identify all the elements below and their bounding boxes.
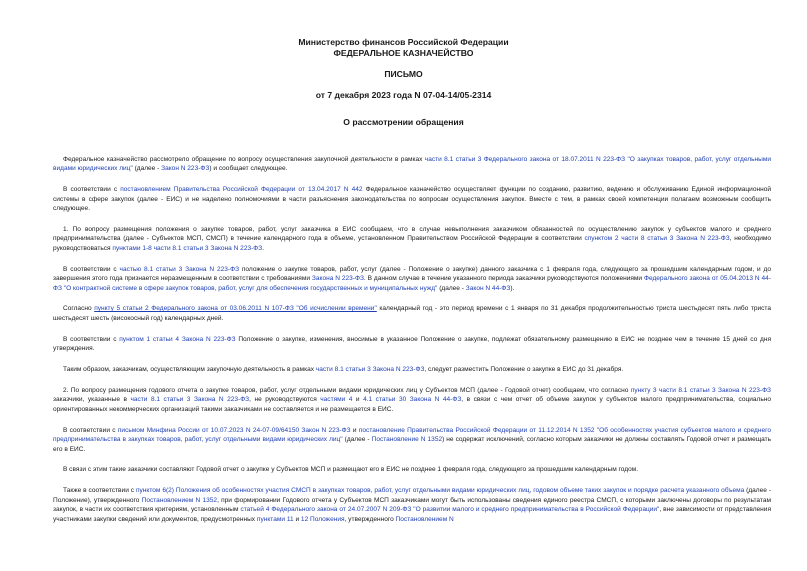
- legal-reference-link[interactable]: части 8.1 статьи 3 Федерального закона от 18.07.2011 N 223-ФЗ "О закупках товаров, работ, услуг отдельными видами юридических лиц": [53, 156, 771, 173]
- legal-reference-link[interactable]: пункту 3 части 8.1 статьи 3 Закона N 223-ФЗ: [630, 387, 771, 394]
- body-paragraph: [53, 386, 771, 414]
- paragraph-text: ).: [510, 284, 515, 292]
- paragraph-text: и: [293, 515, 301, 523]
- paragraph-text: календарный год - это период времени с 1 января по 31 декабря продолжительностью триста шестьдесят пять либо триста шестьдесят шесть (високосный год) календарных дней.: [53, 305, 771, 322]
- body-paragraph: [53, 185, 771, 213]
- legal-reference-link[interactable]: пунктами 1-8 части 8.1 статьи 3 Закона N 223-ФЗ: [112, 244, 263, 252]
- legal-reference-link[interactable]: частями 4: [320, 396, 353, 404]
- legal-reference-link[interactable]: постановление Правительства Российской Федерации от 11.12.2014 N 1352 "Об особенностях участия субъектов малого и среднего предпринимательства в закупках товаров, работ, услуг отдельными видами юридических лиц": [53, 426, 772, 444]
- legal-reference-link[interactable]: пунктом 6(2) Положения об особенностях участия СМСП в закупках товаров, работ, услуг отдельными видами юридических лиц, годовом объеме таких закупок и порядке расчета указанного объема: [135, 487, 745, 495]
- legal-reference-link[interactable]: пункту 5 статьи 2 Федерального закона от 03.06.2011 N 107-ФЗ "Об исчислении времени": [94, 305, 377, 313]
- paragraph-text: 2. По вопросу размещения годового отчета о закупке товаров, работ, услуг отдельными видами юридических лиц у Субъектов МСП (далее - Годовой отчет) сообщаем, что согласно: [63, 387, 631, 394]
- document-subject: О рассмотрении обращения: [343, 117, 464, 127]
- paragraph-text: (далее -: [342, 436, 372, 444]
- legal-reference-link[interactable]: части 8.1 статьи 3 Закона N 223-ФЗ: [315, 366, 425, 374]
- paragraph-text: В соответствии с: [63, 186, 121, 194]
- paragraph-text: , при формировании Годового отчета у Субъектов МСП заказчиками могут быть использованы сведения единого реестра СМСП, с которыми заключены договоры по результатам закупок, в части их соответствия критериям, установленным: [53, 496, 771, 514]
- paragraph-text: и: [350, 426, 359, 434]
- body-paragraph: [53, 225, 771, 253]
- legal-reference-link[interactable]: частью 8.1 статьи 3 Закона N 223-ФЗ: [119, 265, 240, 273]
- paragraph-text: и: [352, 396, 364, 404]
- paragraph-text: положение о закупке товаров, работ, услуг (далее - Положение о закупке) данного заказчика с 1 февраля года, следующего за прошедшим календарным годом, и до завершения этого года признается неразмещенным в соответствии с требованиями: [53, 265, 771, 283]
- body-paragraph: [53, 335, 771, 354]
- body-paragraph: [53, 465, 771, 474]
- paragraph-text: Таким образом, заказчикам, осуществляющим закупочную деятельность в рамках: [63, 366, 316, 374]
- legal-reference-link[interactable]: Постановлением N: [395, 515, 454, 523]
- document-header: [0, 37, 807, 58]
- paragraph-text: , необходимо руководствоваться: [53, 235, 772, 252]
- paragraph-text: , следует разместить Положение о закупке в ЕИС до 31 декабря.: [424, 366, 624, 374]
- paragraph-text: , утвержденного: [344, 515, 396, 523]
- legal-reference-link[interactable]: 12 Положения: [300, 515, 345, 523]
- legal-reference-link[interactable]: постановлением Правительства Российской Федерации от 13.04.2017 N 442: [120, 186, 363, 194]
- body-paragraph: [53, 426, 771, 454]
- paragraph-text: 1. По вопросу размещения положения о закупке товаров, работ, услуг заказчика в ЕИС сообщаем, что в случае невыполнения заказчиком обязанностей по осуществлению закупок у субъектов малого и среднего предпринимательства (далее - Субъектов МСП, СМСП) в течение календарного года в объеме, установленном Правительством Российской Федерации в соответствии: [53, 226, 771, 243]
- document-body: [53, 155, 771, 535]
- paragraph-text: , не руководствуются: [249, 396, 321, 404]
- legal-reference-link[interactable]: Закона N 223-ФЗ: [311, 275, 364, 283]
- legal-reference-link[interactable]: Постановлением N 1352: [141, 496, 218, 504]
- legal-reference-link[interactable]: 4.1 статьи 30 Закона N 44-ФЗ: [363, 396, 462, 404]
- body-paragraph: [53, 265, 771, 293]
- paragraph-text: (далее -: [132, 165, 162, 173]
- paragraph-text: , в связи с чем отчет об объеме закупок у субъектов малого предпринимательства, социально ориентированных некоммерческих организаций такими заказчиками не составляется и не размещается в ЕИС.: [53, 396, 771, 413]
- paragraph-text: В соответствии с: [63, 265, 120, 273]
- legal-reference-link[interactable]: пунктами 11: [256, 515, 294, 523]
- paragraph-text: ) не содержат исключений, согласно которым заказчики не должны составлять Годовой отчет и размещать его в ЕИС.: [53, 436, 771, 453]
- paragraph-text: Федеральное казначейство рассмотрело обращение по вопросу осуществления закупочной деятельности в рамках: [63, 156, 425, 163]
- legal-reference-link[interactable]: пунктом 1 статьи 4 Закона N 223-ФЗ: [119, 335, 236, 343]
- body-paragraph: [53, 365, 771, 374]
- paragraph-text: (далее - Положение), утвержденного: [53, 487, 772, 504]
- paragraph-text: . В данном случае в течение указанного периода заказчики руководствуются положениями: [363, 275, 644, 283]
- document-date-number: от 7 декабря 2023 года N 07-04-14/05-2314: [315, 90, 492, 100]
- paragraph-text: Положение о закупке, изменения, вносимые в указанное Положение о закупке, подлежат обязательному размещению в ЕИС не позднее чем в течение 15 дней со дня утверждения.: [53, 335, 772, 353]
- paragraph-text: В соответствии с: [63, 426, 118, 434]
- paragraph-text: Также в соответствии с: [63, 487, 136, 495]
- paragraph-text: Согласно: [63, 305, 95, 313]
- paragraph-text: В связи с этим такие заказчики составляют Годовой отчет о закупке у Субъектов МСП и размещают его в ЕИС не позднее 1 февраля года, следующего за прошедшим календарным годом.: [63, 466, 639, 474]
- legal-reference-link[interactable]: спунктом 2 части 8 статьи 3 Закона N 223-ФЗ: [584, 235, 730, 243]
- legal-reference-link[interactable]: Закон N 44-ФЗ: [465, 284, 511, 292]
- document-type: ПИСЬМО: [384, 69, 423, 79]
- body-paragraph: [53, 486, 771, 524]
- paragraph-text: В соответствии с: [63, 335, 120, 343]
- body-paragraph: [53, 155, 771, 174]
- agency-name: ФЕДЕРАЛЬНОЕ КАЗНАЧЕЙСТВО: [333, 47, 474, 58]
- paragraph-text: .: [262, 244, 265, 252]
- paragraph-text: заказчики, указанные в: [53, 396, 131, 404]
- paragraph-text: ) и сообщает следующее.: [209, 165, 288, 173]
- legal-reference-link[interactable]: статьей 4 Федерального закона от 24.07.2007 N 209-ФЗ "О развитии малого и среднего предпринимательства в Российской Федерации": [240, 506, 660, 514]
- legal-reference-link[interactable]: части 8.1 статьи 3 Закона N 223-ФЗ: [130, 396, 250, 404]
- legal-reference-link[interactable]: письмом Минфина России от 10.07.2023 N 24-07-09/64150 Закон N 223-ФЗ: [117, 426, 351, 434]
- legal-reference-link[interactable]: Постановление N 1352: [371, 436, 443, 444]
- paragraph-text: Федеральное казначейство осуществляет функции по созданию, развитию, ведению и обслуживанию Единой информационной системы в сфере закупок (далее - ЕИС) и не наделено полномочиями в части разъяснения законодательства по вопросам осуществления закупок. Вместе с тем, в рамках своей компетенции полагаем возможным сообщить следующее.: [53, 186, 771, 213]
- legal-reference-link[interactable]: Закон N 223-ФЗ: [161, 165, 210, 173]
- paragraph-text: (далее -: [437, 284, 466, 292]
- legal-reference-link[interactable]: Федерального закона от 05.04.2013 N 44-ФЗ "О контрактной системе в сфере закупок товаров, работ, услуг для обеспечения государственных и муниципальных нужд": [53, 275, 771, 292]
- ministry-name: Министерство финансов Российской Федерации: [298, 37, 509, 47]
- body-paragraph: [53, 304, 771, 323]
- paragraph-text: , вне зависимости от представления участниками закупки сведений или документов, предусмотренных: [53, 506, 771, 523]
